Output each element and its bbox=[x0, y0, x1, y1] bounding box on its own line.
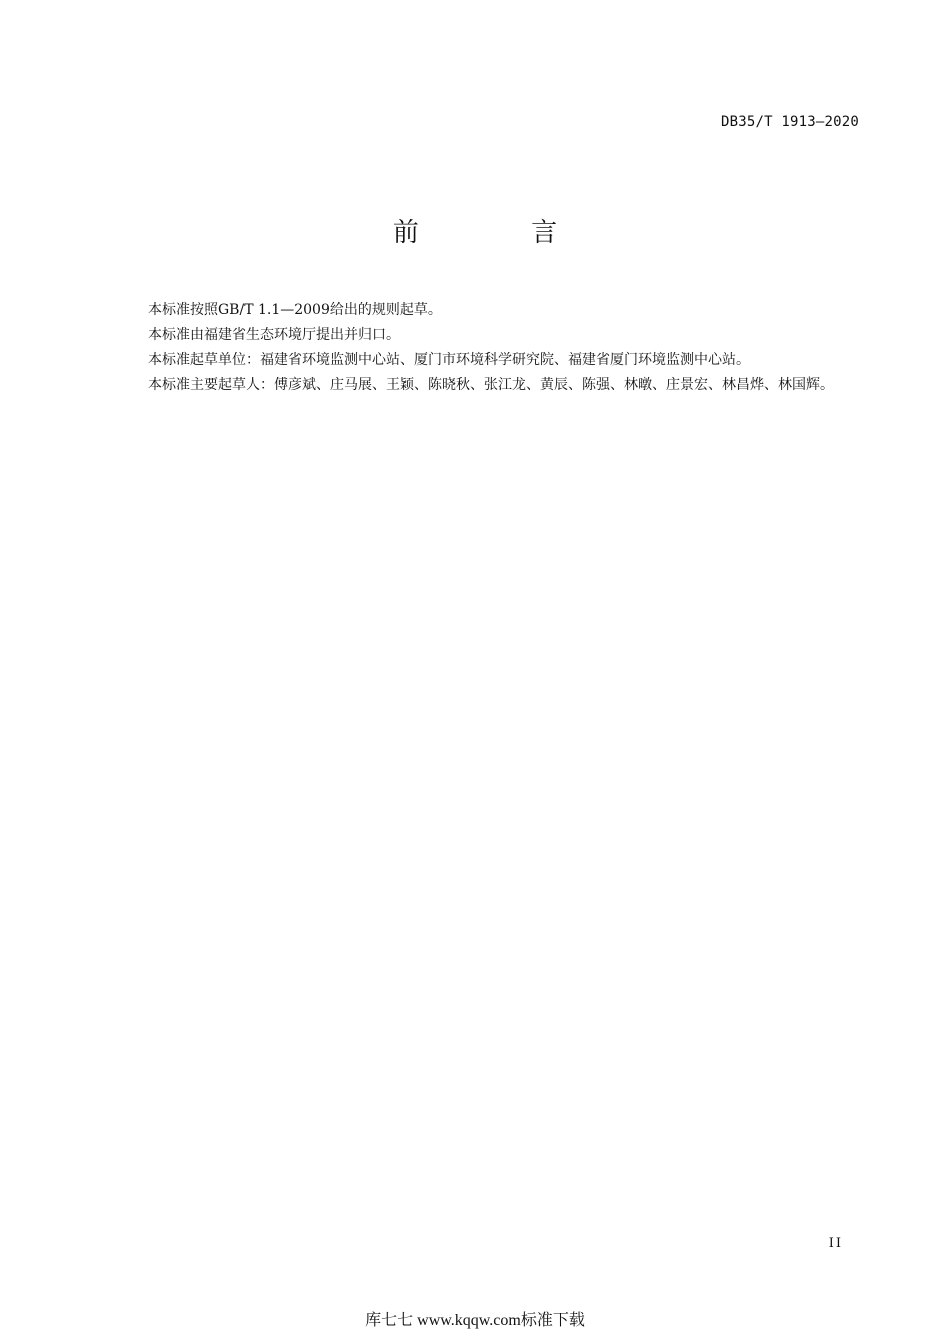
paragraph-drafting-units: 本标准起草单位：福建省环境监测中心站、厦门市环境科学研究院、福建省厦门环境监测中心站。 bbox=[148, 352, 750, 368]
page-title: 前 言 bbox=[392, 218, 610, 248]
paragraph-drafting-rules: 本标准按照GB/T 1.1—2009给出的规则起草。 bbox=[148, 302, 442, 318]
paragraph-drafters: 本标准主要起草人：傅彦斌、庄马展、王颖、陈晓秋、张江龙、黄辰、陈强、林暾、庄景宏、林昌烨、林国辉。 bbox=[148, 377, 834, 393]
page-number: II bbox=[828, 1236, 843, 1251]
paragraph-proposer: 本标准由福建省生态环境厅提出并归口。 bbox=[148, 327, 400, 343]
footer-watermark-link[interactable]: 库七七 www.kqqw.com标准下载 bbox=[365, 1312, 585, 1329]
standard-code: DB35/T 1913—2020 bbox=[720, 114, 859, 130]
preface-body bbox=[113, 298, 860, 398]
